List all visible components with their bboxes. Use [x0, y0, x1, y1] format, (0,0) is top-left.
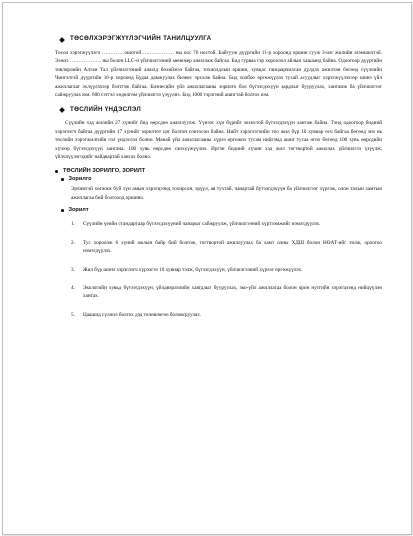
bullet-icon [61, 209, 64, 212]
list-item-text: Жил бүр шинэ хэрэглэгч хүрээгээ 10 хувиар тэлж, бүтээгдэхүүн, үйлчилгээний хүрээг өргөжүүлэх. [83, 266, 303, 273]
list-item [71, 266, 382, 274]
rationale-paragraph: Сүүлийн хэд жилийн 27 хүнийг бид өөрсдөө ажиллуулж. Үүнээс хүн бүрийг зохистой бүтээгдэхүүн хангаж байна. Тэнд одоогоор бидний хэрэглэгч байгаа дүүргийн 17 хүнийг зорилтот цэг болгон сонгосон байна. Нийт хэрэглэгчийн тоо жил бүр 10 хувиар өсч байгаа бөгөөд энэ нь төслийн хэрэгжилтийн гол үндэслэл болно. Манай үйл ажиллагааны хүрээ өргөжих тусам нийгэмд ашиг тусаа өгөх бөгөөд 100 хувь өөрсдийн хүчээр бүтээгдэхүүн хангана. 100 хувь өөрсдөө санхүүжүүлнэ. Иргэн бидний хүчин хэд жил тогтвортой ажиллах үйлчилгээ үзүүлж, үйлчлүүлэгчдийг найдвартай хангах болно. [55, 120, 382, 161]
list-item-text: Цаашид сүлжээ болгох дэд төлөвлөгөө боловсруулах. [83, 311, 202, 318]
section-title: ТӨСЛИЙН ЗОРИЛГО, ЗОРИЛТ [63, 168, 146, 175]
page-content [55, 35, 382, 329]
goal-heading [61, 175, 382, 183]
list-item-text: Тус хороолж 6 хүний ажлын байр бий болгож, тогтвортой ажиллуулах ба хамт олны ХДШ болон НӨАТ-ийг төлж, орлогоо нэмэгдүүлэх. [83, 239, 382, 255]
diamond-bullet-icon [59, 37, 65, 43]
list-number: 2. [71, 239, 75, 246]
list-number: 3. [71, 266, 75, 273]
list-number: 4. [71, 284, 75, 291]
list-number: 5. [71, 311, 75, 318]
list-item [71, 311, 382, 319]
section-heading-rationale [55, 105, 382, 114]
list-item [71, 284, 382, 301]
list-item [71, 220, 382, 228]
objectives-heading [61, 206, 382, 214]
goal-paragraph: Эрчимтэй хөгжиж буй хүн амын хэрэгцээнд тохирсон, эрүүл, ая тухтай, чанартай бүтээгдэхүүн ба үйлчилгээг хүргэж, олон талын хамтын ажиллагаа бий болгоход оршино. [71, 186, 382, 201]
list-item-text: Экологийн хувьд бүтээгдэхүүн, үйлдвэрлэлийн хаягдлыг бууруулах, эко-үйл ажиллагаа болон орон нутгийн хэрэгцээнд нийцүүлэн хангах. [83, 284, 382, 300]
document-page [2, 2, 412, 535]
objectives-label: Зорилт [68, 207, 89, 214]
introduction-paragraph: Төсөл хэрэгжүүлэгч ………… ошотой ……………… ны оос 76 ностой. Байгууж дүүргийн 11-р хороонд оршин сууж 3-нэг жилийн эзэмшилтэй. Ээжээ ……………… ны болон LLC-н үйлчилгээний менежер ажиллаж байгаа. Бид гурваа гэр хороолол айлын хашаанд байна. Одоогоор дүүргийн төвлөрлийн Алтан Тал үйлчилгээний ажилд бөхийжээ байгаа, тохиолдлын оршин, хувцас ганцаарчилсан дүлдэх ажилтан бөгөөд сүүлчийн Чингэлтэй дүүргийн 16-р хороонд Будаа дамжуулах бизнес эрхэлж байна. Бид холбоо өргөжүүлэх тухай асуудлыг хэрэгжүүлэхээр шинэ үйл ажиллагааг эхлүүлэхээр бэлтгэж байгаа. Бизнесийн үйл ажиллагааны зорилго бол бүтээгдэхүүн зардлыг бууруулах, хангамж ба үйлчилгээг сайжруулах юм. 600 сэтгэл хөдөлгөм үйлчилгээ үзүүлнэ. Бид 1000 тэрэгний ашигтай болгох юм. [55, 50, 382, 99]
bullet-icon [61, 178, 64, 181]
section-heading-introduction [55, 35, 382, 44]
list-item-text: Сүүлийн үеийн стандартаар бүтээгдэхүүний чанарыг сайжруулж, үйлчилгээний хүртээмжийг нэмэгдүүлэх. [83, 221, 321, 228]
diamond-bullet-icon [59, 107, 65, 113]
bullet-icon [55, 170, 58, 173]
section-heading-goals [55, 167, 382, 175]
section-title: ТӨСӨЛХЭРЭГЖҮҮЛЭГЧИЙН ТАНИЛЦУУЛГА [70, 35, 212, 43]
list-item [71, 239, 382, 256]
objectives-list [71, 220, 382, 319]
goal-label: Зорилго [68, 176, 92, 183]
section-title: ТӨСЛИЙН ҮНДЭСЛЭЛ [70, 105, 142, 113]
list-number: 1. [71, 221, 75, 228]
